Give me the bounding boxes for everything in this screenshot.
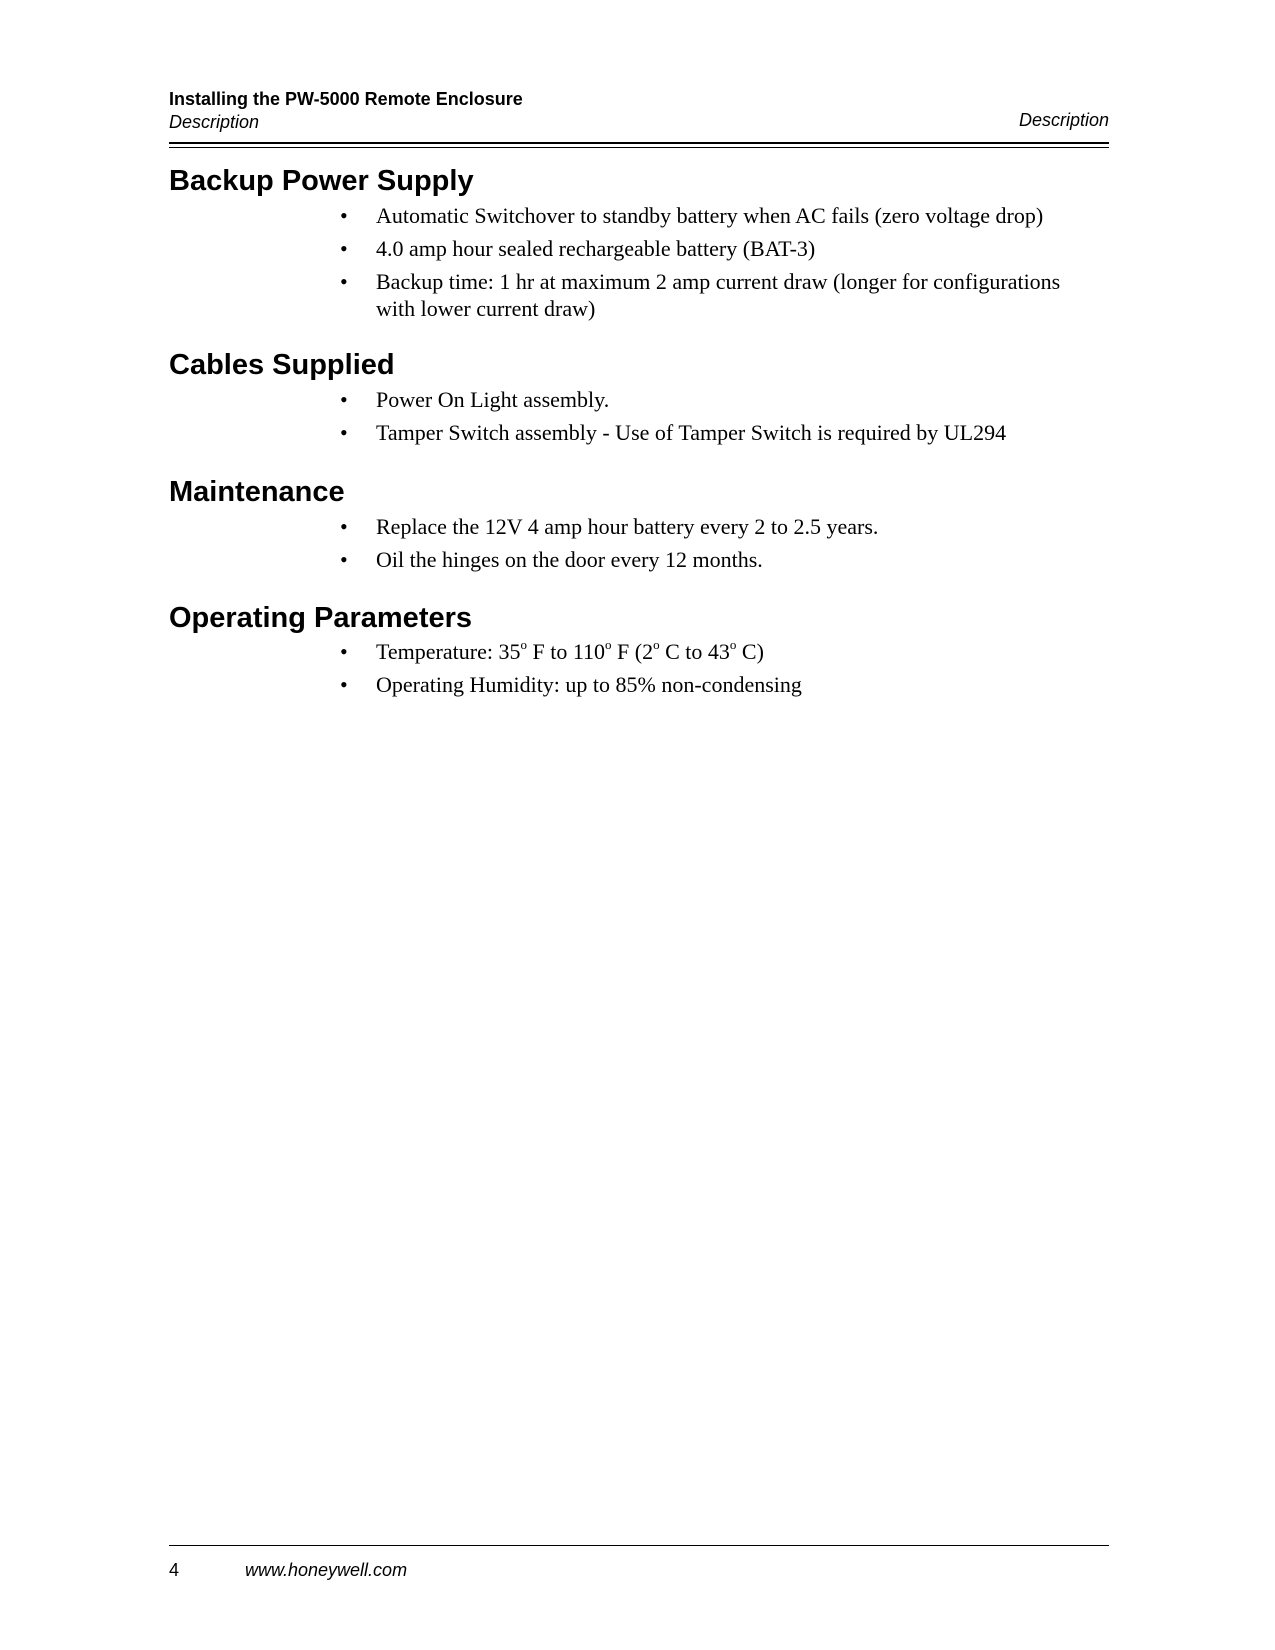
section-title-backup-power: Backup Power Supply — [169, 165, 474, 197]
list-item: • Tamper Switch assembly - Use of Tamper Switch is required by UL294 — [340, 420, 1007, 445]
bullet-icon: • — [340, 236, 348, 261]
running-header-title: Installing the PW-5000 Remote Enclosure — [169, 89, 523, 109]
bullet-icon: • — [340, 547, 348, 572]
bullet-icon: • — [340, 420, 348, 445]
header-rule-thin — [169, 147, 1109, 148]
cables-list — [340, 386, 1100, 452]
bullet-icon: • — [340, 672, 348, 697]
bullet-icon: • — [340, 203, 348, 228]
list-item: • Replace the 12V 4 amp hour battery every 2 to 2.5 years. — [340, 514, 879, 539]
list-item: • Power On Light assembly. — [340, 387, 610, 412]
bullet-icon: • — [340, 387, 348, 412]
bullet-icon: • — [340, 269, 348, 294]
list-item: • Backup time: 1 hr at maximum 2 amp current draw (longer for configurations with lower current draw) — [340, 269, 1061, 321]
bullet-icon: • — [340, 514, 348, 539]
list-item: • 4.0 amp hour sealed rechargeable battery (BAT-3) — [340, 236, 816, 261]
page-number: 4 — [169, 1560, 180, 1580]
bullet-icon: • — [340, 639, 348, 664]
maintenance-list — [340, 513, 1100, 579]
section-title-cables-supplied: Cables Supplied — [169, 349, 395, 381]
section-title-operating-parameters: Operating Parameters — [169, 602, 473, 634]
footer-url: www.honeywell.com — [245, 1560, 408, 1580]
list-item-humidity: • Operating Humidity: up to 85% non-condensing — [340, 672, 802, 697]
list-item: • Automatic Switchover to standby battery when AC fails (zero voltage drop) — [340, 203, 1044, 228]
list-item: • Oil the hinges on the door every 12 months. — [340, 547, 763, 572]
footer-rule — [169, 1545, 1109, 1546]
backup-power-list — [340, 202, 1100, 328]
running-header-section: Description — [1018, 110, 1109, 130]
running-header-subtitle: Description — [169, 112, 260, 132]
list-item-temperature: • Temperature: 35$^o$ F to 110$^o$ F (2$^o$ C to 43$^o$ C) — [340, 636, 764, 664]
section-title-maintenance: Maintenance — [169, 476, 345, 508]
operating-list — [340, 638, 1100, 704]
header-rule-thick — [169, 142, 1109, 144]
